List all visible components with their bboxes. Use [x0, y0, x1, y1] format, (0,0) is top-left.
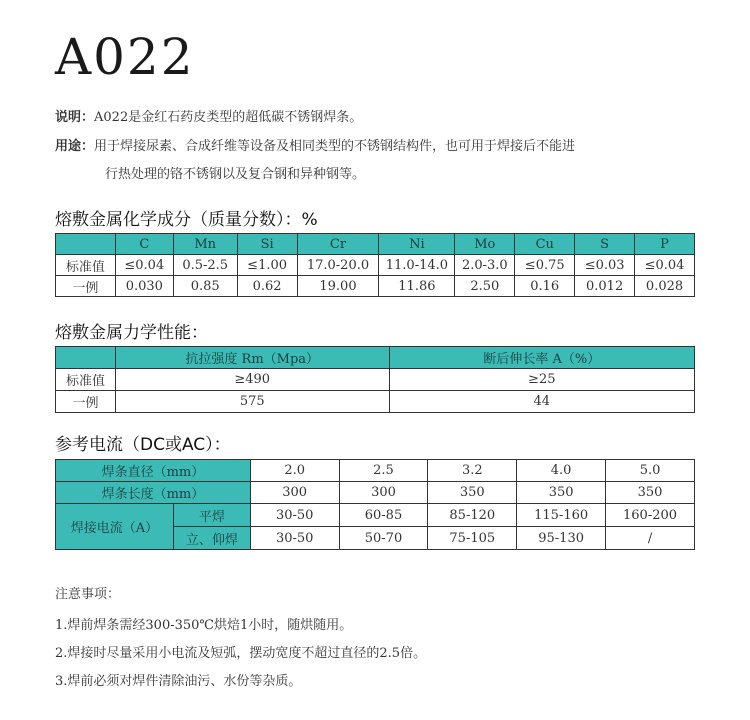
chemistry-cell: 2.50 — [455, 276, 515, 297]
chemistry-header-cell — [56, 234, 116, 255]
flat-cell: 160-200 — [606, 504, 695, 527]
usage-line-2: 行热处理的铬不锈钢以及复合钢和异种钢等。 — [105, 167, 366, 182]
flat-label: 平焊 — [173, 504, 250, 527]
table-row — [56, 391, 695, 413]
length-cell: 300 — [339, 482, 428, 504]
length-cell: 350 — [517, 482, 606, 504]
mechanical-cell: 44 — [389, 391, 694, 413]
chemistry-cell: 17.0-20.0 — [297, 255, 379, 276]
chemistry-cell: 11.86 — [379, 276, 455, 297]
chemistry-cell: 0.85 — [173, 276, 237, 297]
flat-cell: 60-85 — [339, 504, 428, 527]
length-cell: 300 — [250, 482, 339, 504]
length-cell: 350 — [428, 482, 517, 504]
diameter-cell: 3.2 — [428, 460, 517, 482]
chemistry-header-cell: Cu — [515, 234, 575, 255]
chemistry-cell: ≤0.04 — [115, 255, 173, 276]
diameter-cell: 2.5 — [339, 460, 428, 482]
chemistry-cell: ≤1.00 — [237, 255, 297, 276]
note-item: 3.焊前必须对焊件清除油污、水份等杂质。 — [55, 674, 302, 689]
description-label: 说明： — [55, 110, 95, 125]
mechanical-cell: ≥25 — [389, 369, 694, 391]
vertical-cell: 30-50 — [250, 527, 339, 550]
chemistry-header-cell: C — [115, 234, 173, 255]
chemistry-cell: 0.012 — [575, 276, 635, 297]
chemistry-header-cell: Ni — [379, 234, 455, 255]
chemistry-row-label: 一例 — [56, 276, 116, 297]
chemistry-header-cell: P — [635, 234, 695, 255]
mechanical-row-label: 标准值 — [56, 369, 116, 391]
chemistry-cell: 0.16 — [515, 276, 575, 297]
chemistry-cell: 0.62 — [237, 276, 297, 297]
vertical-cell: 50-70 — [339, 527, 428, 550]
notes — [55, 583, 426, 698]
chemistry-header-cell: Cr — [297, 234, 379, 255]
vertical-label: 立、仰焊 — [173, 527, 250, 550]
chemistry-cell: 0.5-2.5 — [173, 255, 237, 276]
table-row — [56, 255, 695, 276]
mechanical-table — [55, 346, 695, 413]
usage-label: 用途： — [55, 139, 95, 154]
vertical-cell: 75-105 — [428, 527, 517, 550]
mechanical-header-cell — [56, 347, 116, 369]
chemistry-cell: ≤0.75 — [515, 255, 575, 276]
length-cell: 350 — [606, 482, 695, 504]
length-label: 焊条长度（mm） — [56, 482, 251, 504]
vertical-cell: 95-130 — [517, 527, 606, 550]
table-row — [56, 369, 695, 391]
note-item: 2.焊接时尽量采用小电流及短弧，摆动宽度不超过直径的2.5倍。 — [55, 646, 427, 661]
page-title: A022 — [55, 28, 195, 86]
flat-cell: 115-160 — [517, 504, 606, 527]
chemistry-cell: ≤0.04 — [635, 255, 695, 276]
chemistry-row-label: 标准值 — [56, 255, 116, 276]
current-table — [55, 459, 695, 550]
table-row — [56, 276, 695, 297]
current-label: 焊接电流（A） — [56, 504, 174, 550]
chemistry-cell: 0.028 — [635, 276, 695, 297]
usage — [55, 137, 705, 185]
chemistry-table — [55, 233, 695, 297]
usage-line-1: 用于焊接尿素、合成纤维等设备及相同类型的不锈钢结构件，也可用于焊接后不能进 — [94, 139, 576, 154]
chemistry-cell: 11.0-14.0 — [379, 255, 455, 276]
mechanical-cell: 575 — [115, 391, 389, 413]
flat-cell: 85-120 — [428, 504, 517, 527]
description-text: A022是金红石药皮类型的超低碳不锈钢焊条。 — [94, 110, 363, 125]
chemistry-title: 熔敷金属化学成分（质量分数）：% — [55, 210, 318, 230]
diameter-label: 焊条直径（mm） — [56, 460, 251, 482]
chemistry-cell: ≤0.03 — [575, 255, 635, 276]
mechanical-header-cell: 断后伸长率 A（%） — [389, 347, 694, 369]
chemistry-cell: 0.030 — [115, 276, 173, 297]
diameter-cell: 2.0 — [250, 460, 339, 482]
vertical-cell: / — [606, 527, 695, 550]
mechanical-header-cell: 抗拉强度 Rm（Mpa） — [115, 347, 389, 369]
chemistry-header-cell: S — [575, 234, 635, 255]
note-item: 1.焊前焊条需经300-350℃烘焙1小时，随烘随用。 — [55, 618, 353, 633]
chemistry-header-cell: Mn — [173, 234, 237, 255]
description — [55, 108, 362, 128]
chemistry-cell: 2.0-3.0 — [455, 255, 515, 276]
notes-title: 注意事项： — [55, 587, 121, 602]
mechanical-row-label: 一例 — [56, 391, 116, 413]
chemistry-cell: 19.00 — [297, 276, 379, 297]
diameter-cell: 5.0 — [606, 460, 695, 482]
mechanical-cell: ≥490 — [115, 369, 389, 391]
chemistry-header-cell: Si — [237, 234, 297, 255]
flat-cell: 30-50 — [250, 504, 339, 527]
mechanical-title: 熔敷金属力学性能： — [55, 323, 208, 343]
diameter-cell: 4.0 — [517, 460, 606, 482]
chemistry-header-cell: Mo — [455, 234, 515, 255]
current-title: 参考电流（DC或AC）： — [55, 435, 231, 455]
